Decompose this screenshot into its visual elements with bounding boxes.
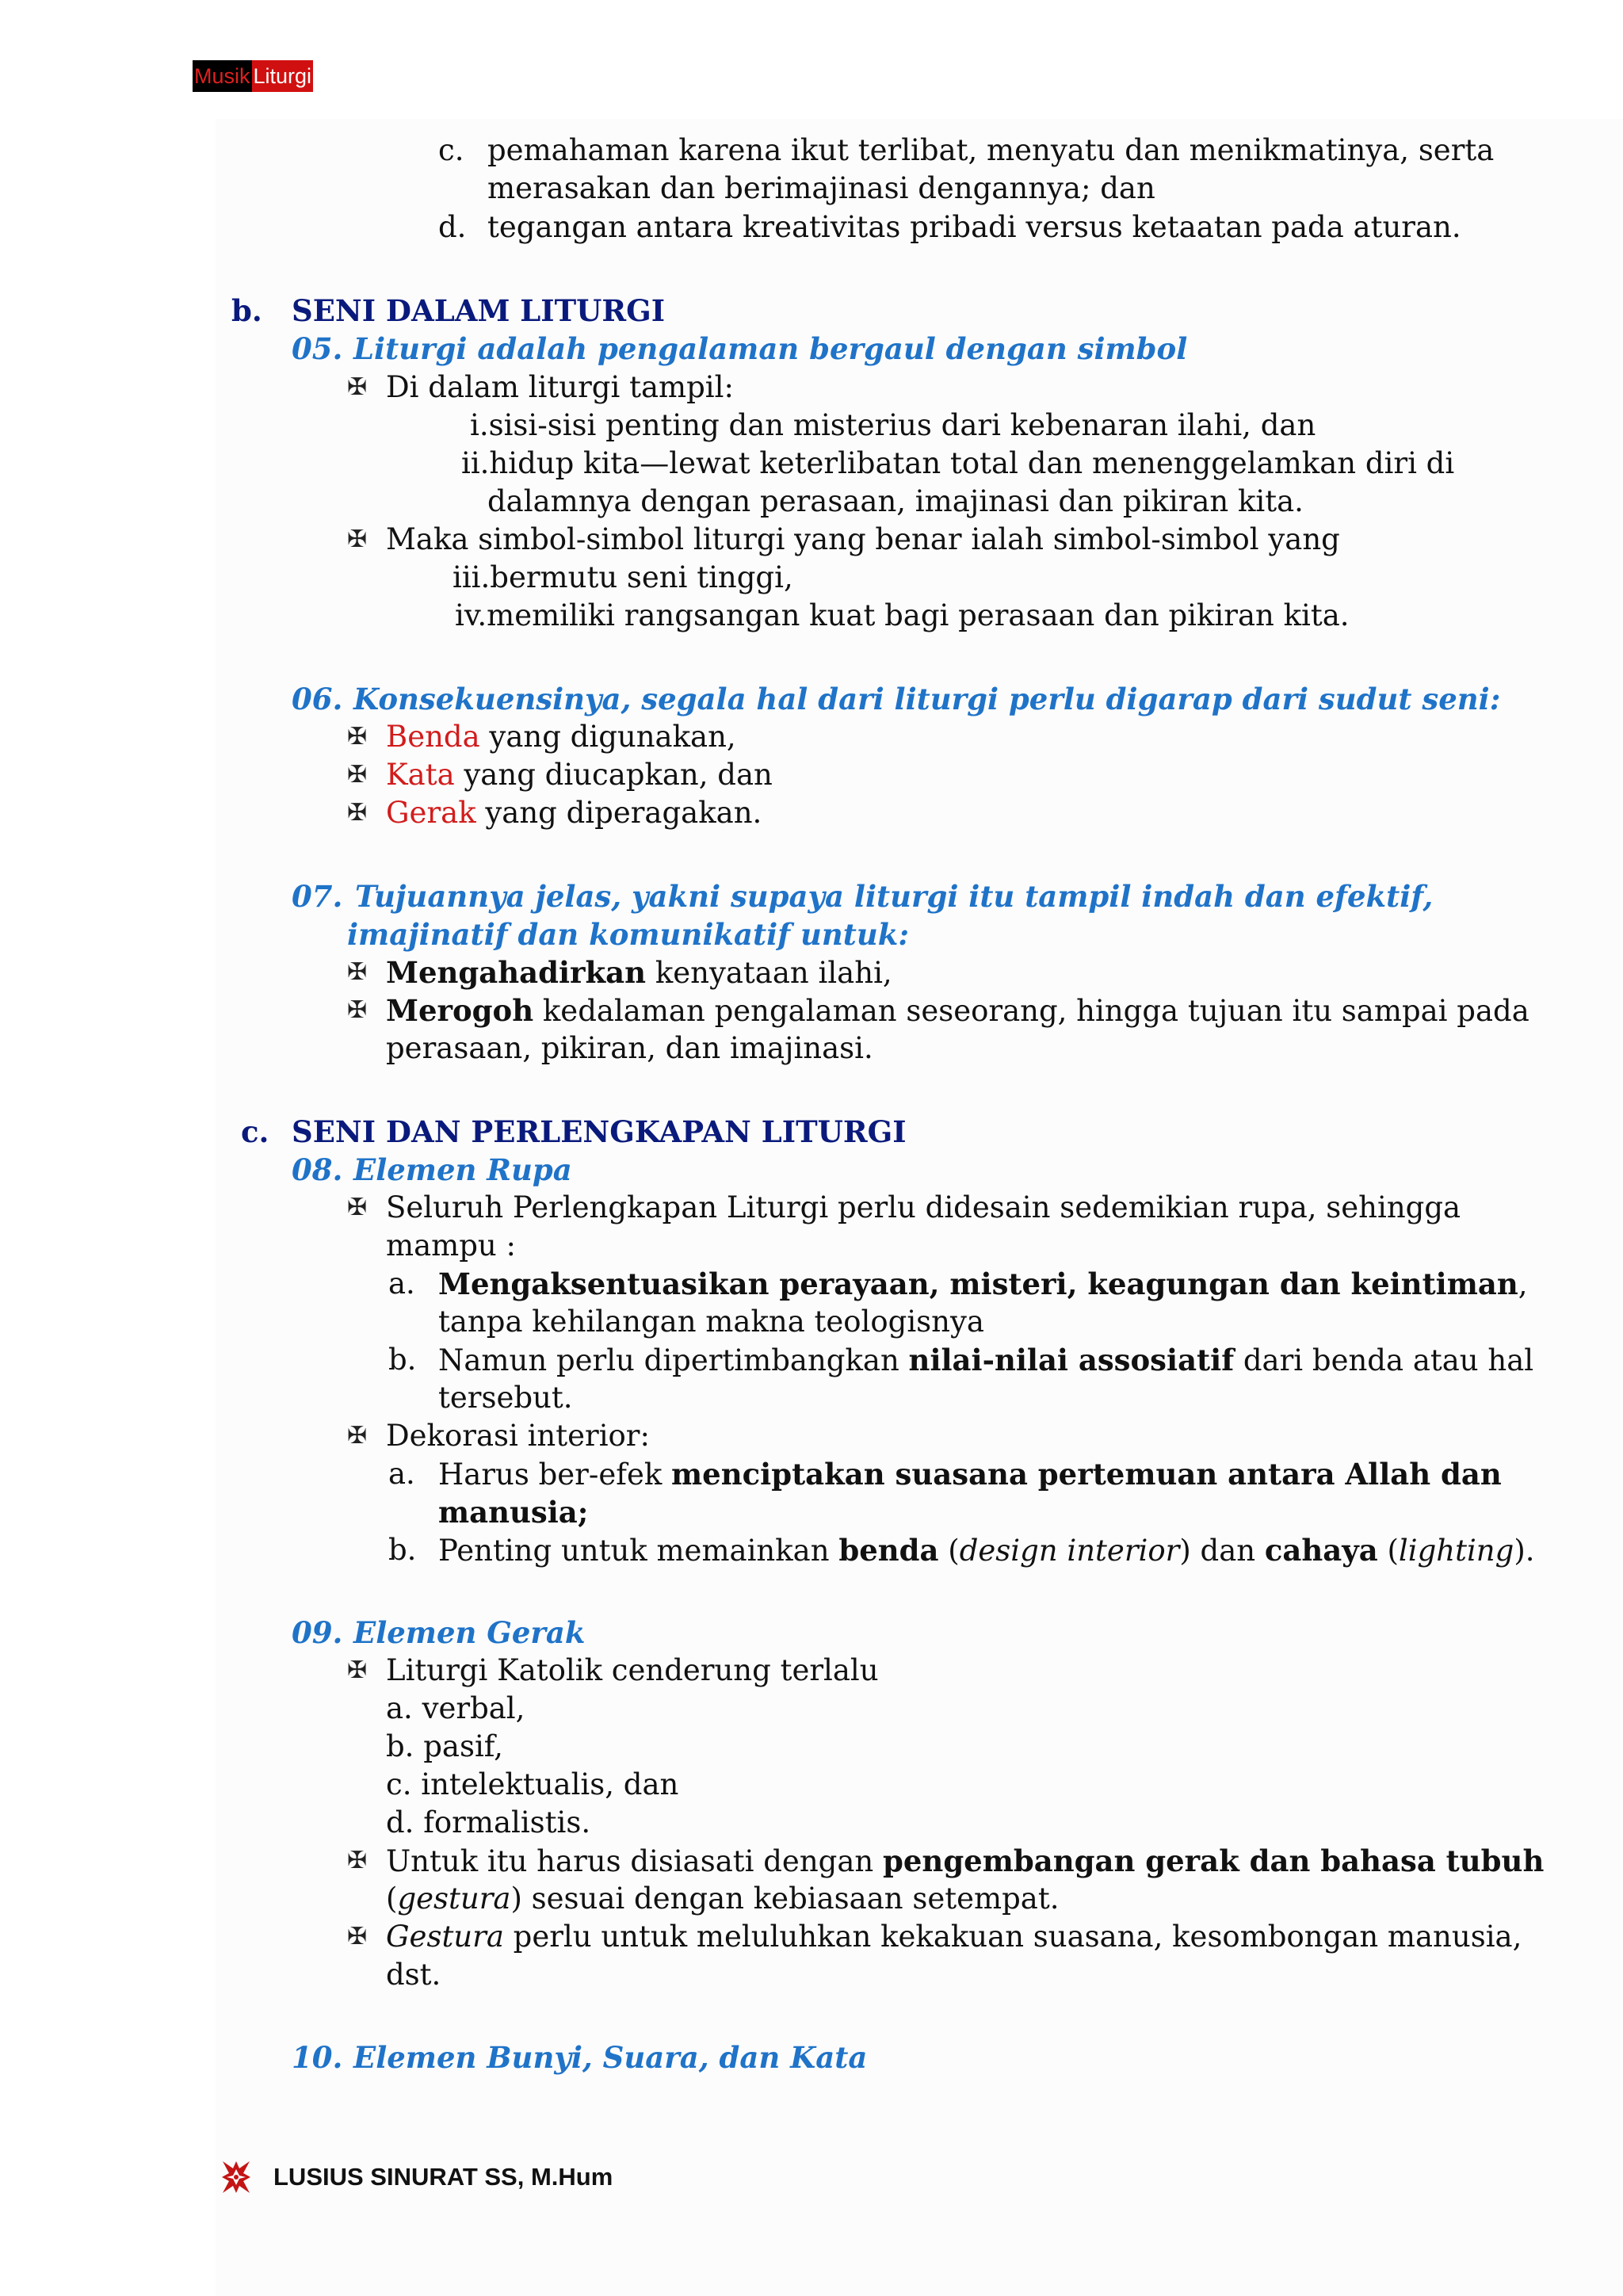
p09-number: 09. — [292, 1615, 343, 1650]
p10-title: Elemen Bunyi, Suara, dan Kata — [353, 2040, 868, 2075]
cross-bullet-icon: ✠ — [347, 1923, 368, 1950]
cross-bullet-icon: ✠ — [347, 1194, 368, 1221]
p09-bullet3-line2: dst. — [386, 1958, 441, 1992]
p07-bullet1: Mengahadirkan kenyataan ilahi, — [386, 955, 892, 990]
p08-b-marker: b. — [388, 1343, 417, 1377]
section-c-title: SENI DAN PERLENGKAPAN LITURGI — [292, 1114, 907, 1149]
p08-number: 08. — [292, 1152, 343, 1187]
p07-number: 07. — [292, 879, 343, 914]
page-footer — [220, 2157, 613, 2197]
section-c-marker: c. — [241, 1114, 269, 1149]
header-word-liturgi: Liturgi — [252, 60, 314, 92]
p09-list-item: d. formalistis. — [386, 1805, 591, 1839]
cross-bullet-icon: ✠ — [347, 373, 368, 401]
p05-bullet2: Maka simbol-simbol liturgi yang benar ialah simbol-simbol yang — [386, 522, 1340, 556]
p06-item-benda: Benda yang digunakan, — [386, 720, 736, 754]
p07-title-line1: Tujuannya jelas, yakni supaya liturgi itu tampil indah dan efektif, — [355, 879, 1434, 914]
p09-bullet2-line1: Untuk itu harus disiasati dengan pengembangan gerak dan bahasa tubuh — [386, 1843, 1545, 1878]
p08-c-line2: manusia; — [438, 1495, 589, 1530]
p05-item-i: i.sisi-sisi penting dan misterius dari kebenaran ilahi, dan — [470, 408, 1316, 442]
p09-title: Elemen Gerak — [353, 1615, 586, 1650]
p07-bullet2-line2: perasaan, pikiran, dan imajinasi. — [386, 1031, 873, 1065]
p09-bullet1: Liturgi Katolik cenderung terlalu — [386, 1653, 879, 1687]
p08-d-marker: b. — [388, 1533, 417, 1567]
cross-bullet-icon: ✠ — [347, 761, 368, 789]
p10-number: 10. — [292, 2040, 343, 2075]
item-c-line1: pemahaman karena ikut terlibat, menyatu dan menikmatinya, serta — [487, 133, 1495, 167]
p08-bullet1-line2: mampu : — [386, 1228, 516, 1263]
p09-bullet2-line2: (gestura) sesuai dengan kebiasaan setempat. — [386, 1881, 1060, 1916]
footer-author: LUSIUS SINURAT SS, M.Hum — [273, 2163, 613, 2191]
cross-bullet-icon: ✠ — [347, 958, 368, 986]
cross-bullet-icon: ✠ — [347, 799, 368, 827]
p05-number: 05. — [292, 331, 343, 366]
item-marker-c: c. — [438, 133, 464, 167]
p05-bullet1: Di dalam liturgi tampil: — [386, 370, 734, 404]
cross-bullet-icon: ✠ — [347, 723, 368, 751]
cross-bullet-icon: ✠ — [347, 1656, 368, 1684]
p08-b-line1: Namun perlu dipertimbangkan nilai-nilai assosiatif dari benda atau hal — [438, 1343, 1534, 1377]
p05-item-ii-line1: ii.hidup kita—lewat keterlibatan total dan menenggelamkan diri di — [461, 446, 1455, 480]
p05-item-iii: iii.bermutu seni tinggi, — [453, 560, 793, 594]
item-marker-d: d. — [438, 210, 467, 244]
header-word-musik: Musik — [193, 60, 252, 92]
cross-bullet-icon: ✠ — [347, 1847, 368, 1874]
item-c-line2: merasakan dan berimajinasi dengannya; dan — [487, 171, 1155, 205]
cross-bullet-icon: ✠ — [347, 1422, 368, 1450]
p06-number: 06. — [292, 682, 343, 716]
section-b-title: SENI DALAM LITURGI — [292, 293, 666, 328]
item-d-line1: tegangan antara kreativitas pribadi versus ketaatan pada aturan. — [487, 210, 1461, 244]
p08-c-line1: Harus ber-efek menciptakan suasana pertemuan antara Allah dan — [438, 1457, 1502, 1492]
p07-title-line2: imajinatif dan komunikatif untuk: — [347, 917, 910, 952]
p08-a-line2: tanpa kehilangan makna teologisnya — [438, 1305, 984, 1339]
cross-bullet-icon: ✠ — [347, 996, 368, 1024]
p05-title: Liturgi adalah pengalaman bergaul dengan simbol — [353, 331, 1188, 366]
p09-bullet3-line1: Gestura perlu untuk meluluhkan kekakuan suasana, kesombongan manusia, — [386, 1920, 1522, 1954]
running-header — [193, 60, 313, 92]
cross-logo-icon — [220, 2159, 253, 2195]
p08-a-line1: Mengaksentuasikan perayaan, misteri, keagungan dan keintiman, — [438, 1266, 1528, 1301]
p08-bullet2: Dekorasi interior: — [386, 1419, 650, 1453]
section-b-marker: b. — [231, 293, 262, 328]
p08-d-line1: Penting untuk memainkan benda (design interior) dan cahaya (lighting). — [438, 1533, 1535, 1568]
p09-list-item: a. verbal, — [386, 1691, 525, 1725]
p08-bullet1-line1: Seluruh Perlengkapan Liturgi perlu didesain sedemikian rupa, sehingga — [386, 1190, 1461, 1224]
p09-list-item: b. pasif, — [386, 1729, 503, 1763]
p09-list-item: c. intelektualis, dan — [386, 1767, 679, 1801]
p06-item-kata: Kata yang diucapkan, dan — [386, 758, 773, 792]
p07-bullet2: Merogoh kedalaman pengalaman seseorang, hingga tujuan itu sampai pada — [386, 993, 1529, 1028]
p08-c-marker: a. — [388, 1457, 415, 1491]
p08-b-line2: tersebut. — [438, 1381, 573, 1415]
p06-title: Konsekuensinya, segala hal dari liturgi perlu digarap dari sudut seni: — [353, 682, 1501, 716]
cross-bullet-icon: ✠ — [347, 525, 368, 553]
p06-item-gerak: Gerak yang diperagakan. — [386, 796, 762, 830]
p05-item-ii-line2: dalamnya dengan perasaan, imajinasi dan pikiran kita. — [487, 484, 1304, 518]
p08-a-marker: a. — [388, 1266, 415, 1301]
p08-title: Elemen Rupa — [353, 1152, 572, 1187]
p05-item-iv: iv.memiliki rangsangan kuat bagi perasaan dan pikiran kita. — [455, 598, 1350, 632]
